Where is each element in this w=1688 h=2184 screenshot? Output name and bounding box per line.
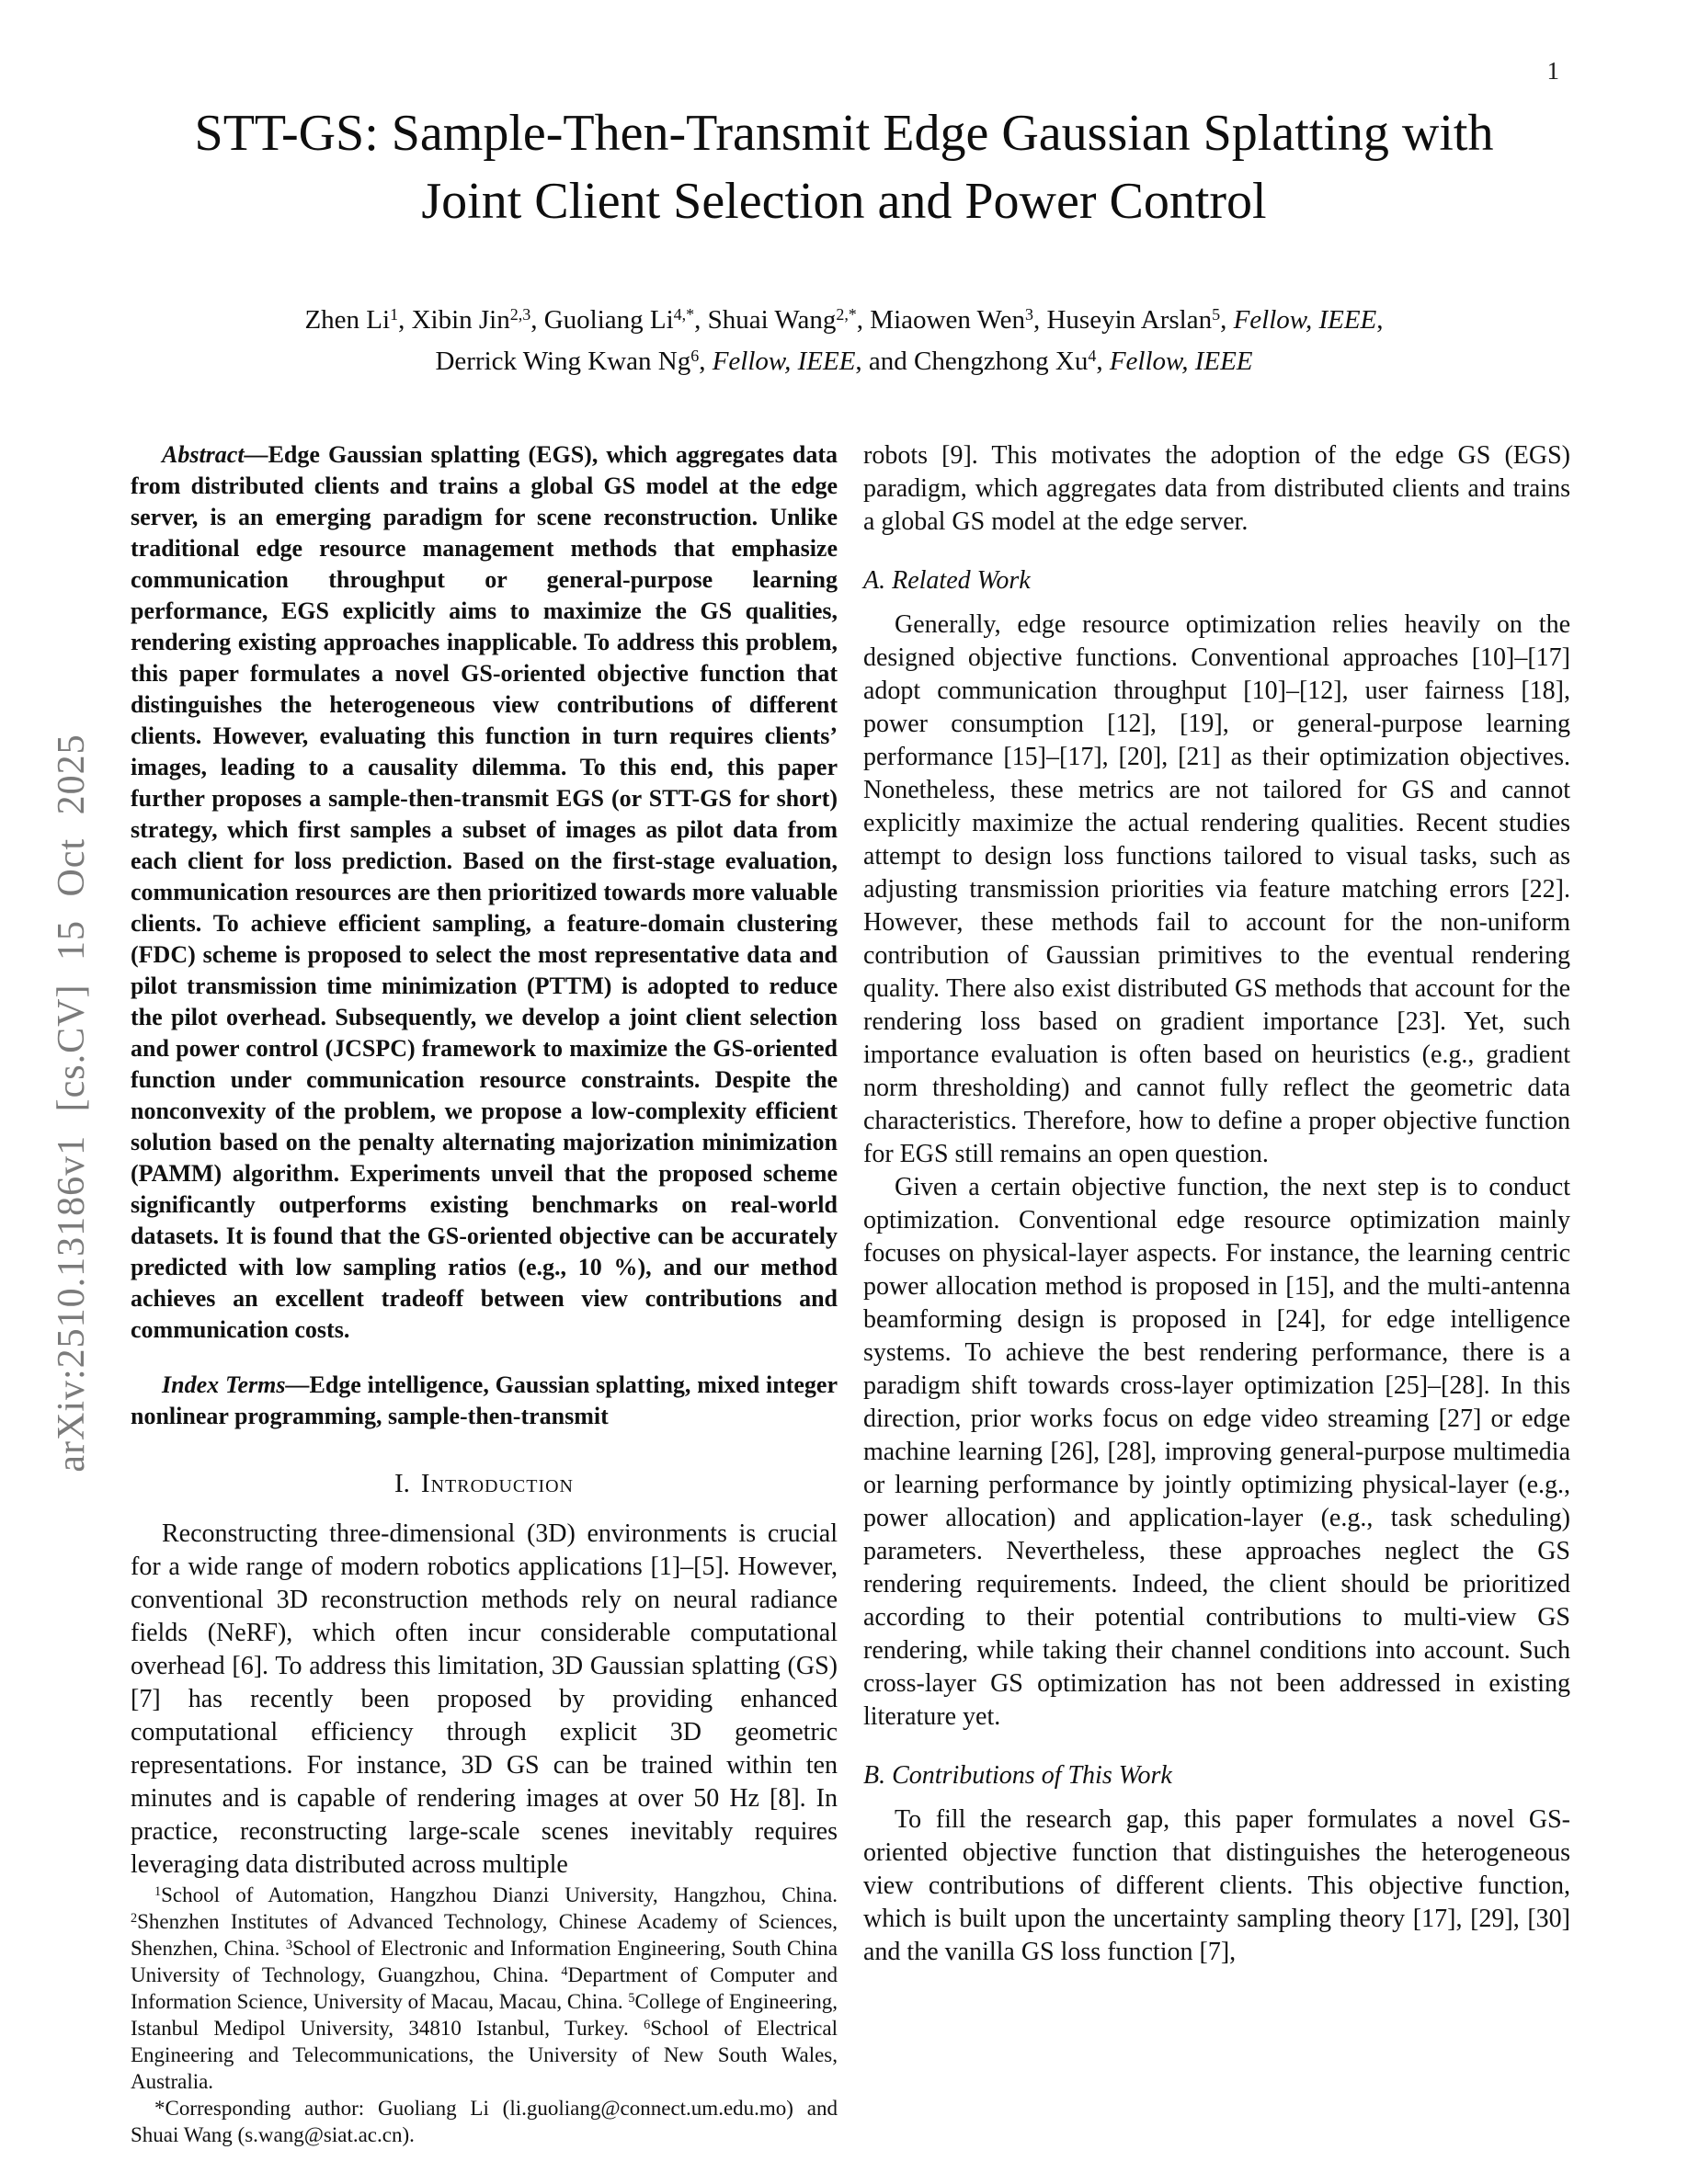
author-line-2: Derrick Wing Kwan Ng$^6$, Fellow, IEEE, and Chengzhong Xu$^4$, Fellow, IEEE: [435, 347, 1253, 376]
related-work-paragraph-1: Generally, edge resource optimization relies heavily on the designed objective functions. Conventional approaches [10]–[17] adopt communication throughput [10]–[12], user fairness [18], power consumption [12], [19], or general-purpose learning performance [15]–[17], [20], [21] as their optimization objectives. Nonetheless, these metrics are not tailored for GS and cannot explicitly maximize the actual rendering qualities. Recent studies attempt to design loss functions tailored to visual tasks, such as adjusting transmission priorities via feature matching errors [22]. However, these methods fail to account for the non-uniform contribution of Gaussian primitives to the eventual rendering quality. There also exist distributed GS methods that account for the rendering loss based on gradient importance [23]. Yet, such importance evaluation is often based on heuristics (e.g., gradient norm thresholding) and cannot fully reflect the geometric data characteristics. Therefore, how to define a proper objective function for EGS still remains an open question.: [863, 610, 1570, 1168]
index-terms-label: Index Terms—: [162, 1371, 310, 1398]
introduction-paragraph-1: Reconstructing three-dimensional (3D) environments is crucial for a wide range of modern robotics applications [1]–[5]. However, conventional 3D reconstruction methods rely on neural radiance fields (NeRF), which often incur considerable computational overhead [6]. To address this limitation, 3D Gaussian splatting (GS) [7] has recently been proposed by providing enhanced computational efficiency through explicit 3D geometric representations. For instance, 3D GS can be trained within ten minutes and is capable of rendering images at over 50 Hz [8]. In practice, reconstructing large-scale scenes inevitably requires leveraging data distributed across multiple: [131, 1519, 838, 1879]
section-title: Introduction: [420, 1469, 574, 1498]
abstract-label: Abstract—: [162, 441, 268, 468]
affiliations-footnote: $^1$School of Automation, Hangzhou Dianzi University, Hangzhou, China. $^2$Shenzhen Institutes of Advanced Technology, Chinese Academy of Sciences, Shenzhen, China. $^3$School of Electronic and Information Engineering, South China University of Technology, Guangzhou, China. $^4$Department of Computer and Information Science, University of Macau, Macau, China. $^5$College of Engineering, Istanbul Medipol University, 34810 Istanbul, Turkey. $^6$School of Electrical Engineering and Telecommunications, the University of New South Wales, Australia.: [131, 1883, 838, 2093]
left-column: [131, 439, 838, 2146]
footnote-block: [131, 1882, 838, 2148]
section-number: I.: [393, 1469, 410, 1498]
paper-title: [108, 99, 1580, 235]
arxiv-watermark: arXiv:2510.13186v1 [cs.CV] 15 Oct 2025: [51, 734, 93, 1473]
corresponding-author-footnote: *Corresponding author: Guoliang Li (li.guoliang@connect.um.edu.mo) and Shuai Wang (s.wang@siat.ac.cn).: [131, 2097, 838, 2146]
author-block: [108, 300, 1580, 382]
section-heading-introduction: [131, 1469, 838, 1499]
paper-title-line2: Joint Client Selection and Power Control: [421, 173, 1267, 230]
abstract-text: Edge Gaussian splatting (EGS), which aggregates data from distributed clients and trains a global GS model at the edge server, is an emerging paradigm for scene reconstruction. Unlike traditional edge resource management methods that emphasize communication throughput or general-purpose learning performance, EGS explicitly aims to maximize the GS qualities, rendering existing approaches inapplicable. To address this problem, this paper formulates a novel GS-oriented objective function that distinguishes the heterogeneous view contributions of different clients. However, evaluating this function in turn requires clients’ images, leading to a causality dilemma. To this end, this paper further proposes a sample-then-transmit EGS (or STT-GS for short) strategy, which first samples a subset of images as pilot data from each client for loss prediction. Based on the first-stage evaluation, communication resources are then prioritized towards more valuable clients. To achieve efficient sampling, a feature-domain clustering (FDC) scheme is proposed to select the most representative data and pilot transmission time minimization (PTTM) is adopted to reduce the pilot overhead. Subsequently, we develop a joint client selection and power control (JCSPC) framework to maximize the GS-oriented function under communication resource constraints. Despite the nonconvexity of the problem, we propose a low-complexity efficient solution based on the penalty alternating majorization minimization (PAMM) algorithm. Experiments unveil that the proposed scheme significantly outperforms existing benchmarks on real-world datasets. It is found that the GS-oriented objective can be accurately predicted with low sampling ratios (e.g., 10 %), and our method achieves an excellent tradeoff between view contributions and communication costs.: [131, 441, 838, 1343]
related-work-paragraph-2: Given a certain objective function, the next step is to conduct optimization. Conventional edge resource optimization mainly focuses on physical-layer aspects. For instance, the learning centric power allocation method is proposed in [15], and the multi-antenna beamforming design is proposed in [24], for edge intelligence systems. To achieve the best rendering performance, there is a paradigm shift towards cross-layer optimization [25]–[28]. In this direction, prior works focus on edge video streaming [27] or edge machine learning [26], [28], improving general-purpose multimedia or learning performance by jointly optimizing physical-layer (e.g., power allocation) and application-layer (e.g., task scheduling) parameters. Nevertheless, these approaches neglect the GS rendering requirements. Indeed, the client should be prioritized according to their potential contributions to multi-view GS rendering, while taking their channel conditions into account. Such cross-layer GS optimization has not been addressed in existing literature yet.: [863, 1173, 1570, 1731]
contributions-paragraph-1: To fill the research gap, this paper formulates a novel GS-oriented objective function that distinguishes the heterogeneous view contributions of different clients. This objective function, which is built upon the uncertainty sampling theory [17], [29], [30] and the vanilla GS loss function [7],: [863, 1805, 1570, 1966]
author-line-1: Zhen Li$^1$, Xibin Jin$^{2,3}$, Guoliang $Li^{4,*}$, Shuai Wang$^{2,*}$, Miaowen Wen$^3$, Huseyin Arslan$^5$, Fellow, IEEE,: [304, 305, 1384, 335]
two-column-body: [131, 439, 1570, 2146]
subsection-heading-contributions: B. Contributions of This Work: [863, 1761, 1172, 1790]
index-terms-text: Edge intelligence, Gaussian splatting, mixed integer nonlinear programming, sample-then-transmit: [131, 1371, 838, 1429]
page-number: 1: [1546, 57, 1559, 85]
right-column: [863, 439, 1570, 2107]
subsection-heading-related-work: A. Related Work: [863, 566, 1031, 595]
paper-title-line1: STT-GS: Sample-Then-Transmit Edge Gaussian Splatting with: [194, 105, 1494, 162]
continuation-paragraph: robots [9]. This motivates the adoption of the edge GS (EGS) paradigm, which aggregates data from distributed clients and trains a global GS model at the edge server.: [863, 441, 1570, 536]
index-terms-paragraph: [131, 1370, 838, 1432]
abstract-paragraph: [131, 439, 838, 1346]
